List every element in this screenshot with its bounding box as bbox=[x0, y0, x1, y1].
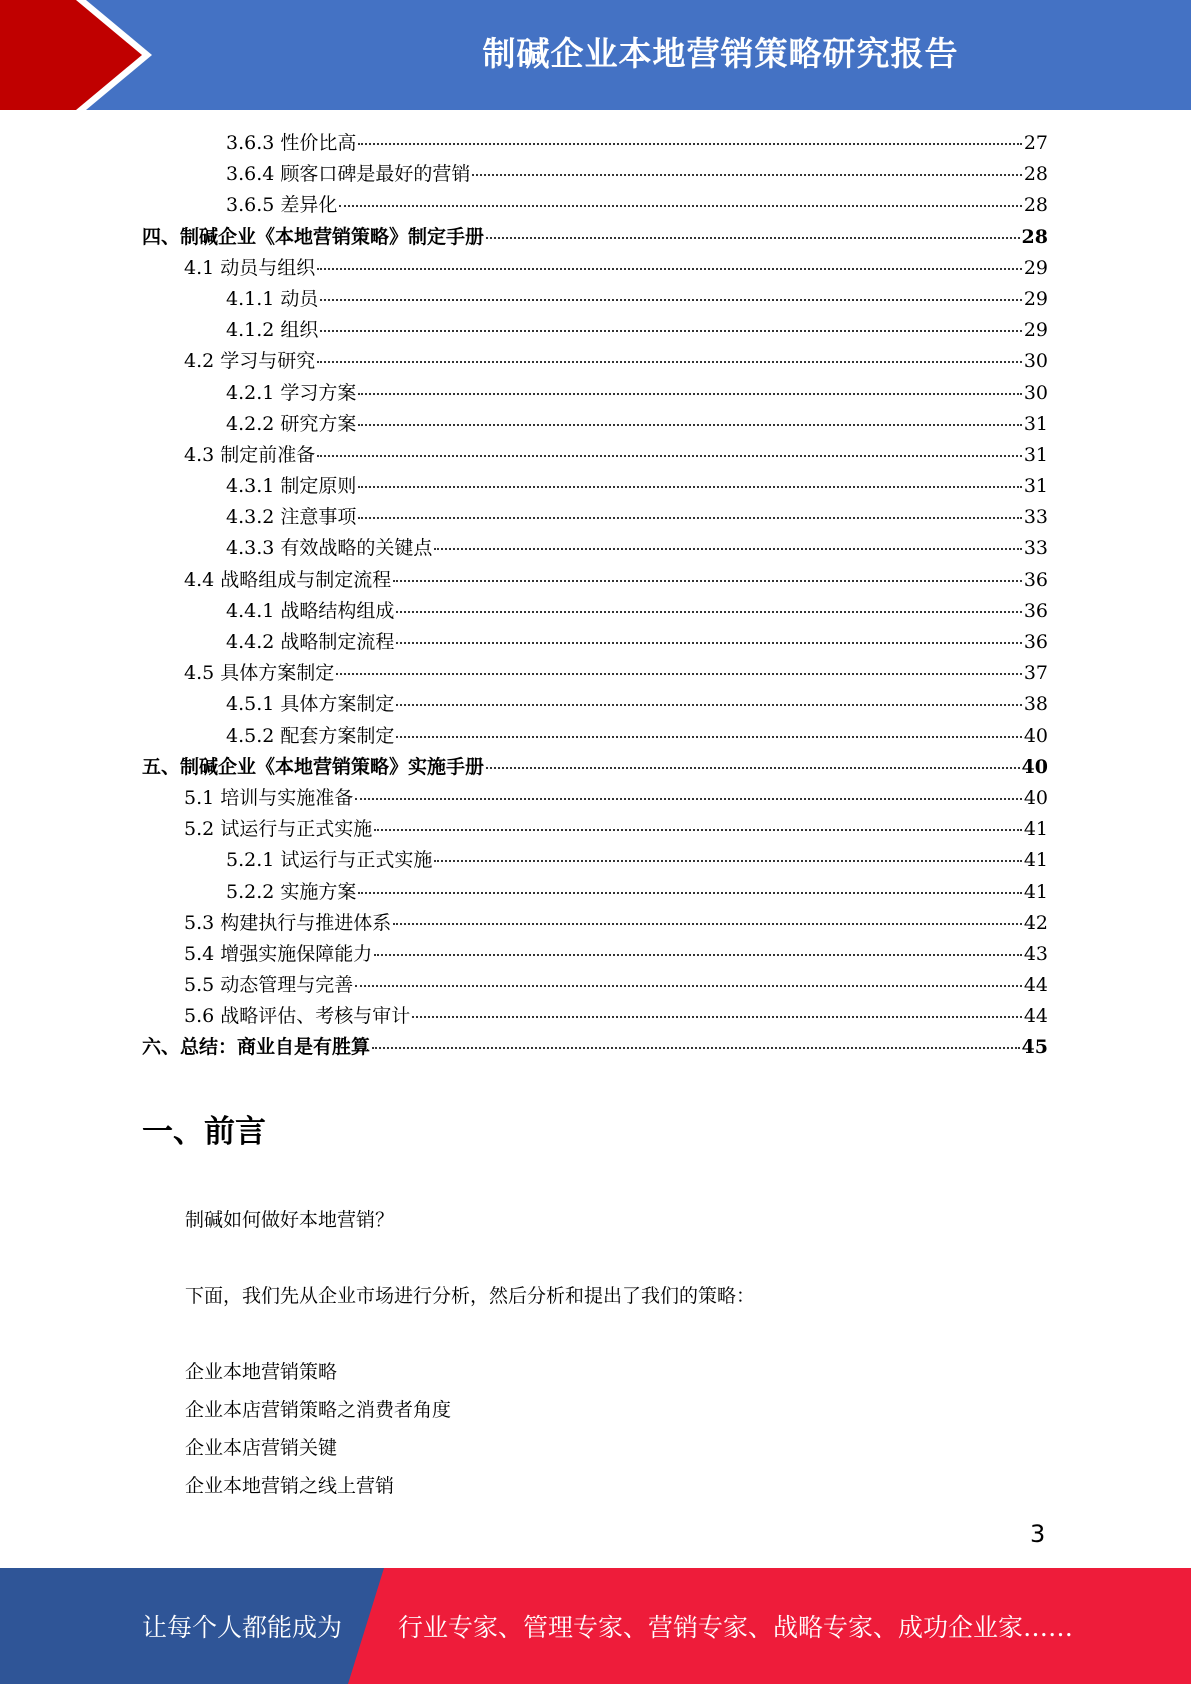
toc-leader-dots bbox=[434, 860, 1021, 862]
toc-entry-label: 5.2 试运行与正式实施 bbox=[184, 818, 373, 841]
toc-leader-dots bbox=[393, 580, 1022, 582]
toc-entry-label: 4.1 动员与组织 bbox=[184, 256, 316, 279]
table-of-contents bbox=[142, 128, 1048, 1064]
toc-leader-dots bbox=[374, 954, 1022, 956]
toc-entry-page: 40 bbox=[1023, 786, 1048, 809]
toc-entry-page: 28 bbox=[1021, 225, 1048, 248]
toc-entry[interactable] bbox=[142, 284, 1048, 315]
toc-entry[interactable] bbox=[142, 658, 1048, 689]
footer-banner bbox=[0, 1568, 1191, 1684]
toc-leader-dots bbox=[396, 736, 1021, 738]
toc-entry-page: 41 bbox=[1023, 880, 1048, 903]
toc-entry-page: 30 bbox=[1023, 350, 1048, 373]
toc-entry-page: 45 bbox=[1021, 1036, 1048, 1059]
toc-entry-label: 4.3.2 注意事项 bbox=[226, 506, 357, 529]
toc-entry-page: 33 bbox=[1023, 537, 1048, 560]
toc-entry[interactable] bbox=[142, 689, 1048, 720]
toc-leader-dots bbox=[320, 330, 1021, 332]
toc-entry-page: 27 bbox=[1023, 132, 1048, 154]
toc-leader-dots bbox=[317, 361, 1022, 363]
toc-leader-dots bbox=[317, 268, 1022, 270]
toc-leader-dots bbox=[358, 424, 1021, 426]
toc-entry-page: 36 bbox=[1023, 599, 1048, 622]
toc-leader-dots bbox=[412, 1016, 1022, 1018]
toc-entry-label: 4.3 制定前准备 bbox=[184, 443, 316, 466]
toc-entry-page: 28 bbox=[1023, 163, 1048, 186]
toc-entry-label: 5.4 增强实施保障能力 bbox=[184, 942, 373, 965]
toc-entry[interactable] bbox=[142, 814, 1048, 845]
toc-entry-label: 4.5 具体方案制定 bbox=[184, 662, 335, 685]
toc-entry[interactable] bbox=[142, 378, 1048, 409]
toc-entry[interactable] bbox=[142, 877, 1048, 908]
toc-entry-label: 5.1 培训与实施准备 bbox=[184, 786, 354, 809]
toc-entry[interactable] bbox=[142, 1032, 1048, 1063]
toc-entry-label: 五、制碱企业《本地营销策略》实施手册 bbox=[142, 755, 485, 778]
toc-entry-page: 36 bbox=[1023, 631, 1048, 653]
toc-entry-page: 40 bbox=[1021, 755, 1048, 778]
page-number: 3 bbox=[1030, 1520, 1046, 1548]
toc-leader-dots bbox=[317, 455, 1022, 457]
toc-entry-label: 5.3 构建执行与推进体系 bbox=[184, 911, 392, 934]
toc-leader-dots bbox=[434, 548, 1021, 550]
toc-entry-label: 4.5.1 具体方案制定 bbox=[226, 693, 395, 716]
toc-entry-page: 40 bbox=[1023, 724, 1048, 747]
toc-entry-page: 31 bbox=[1023, 412, 1048, 435]
toc-entry-page: 28 bbox=[1023, 194, 1048, 217]
toc-leader-dots bbox=[374, 829, 1022, 831]
toc-entry[interactable] bbox=[142, 253, 1048, 284]
toc-entry-label: 4.5.2 配套方案制定 bbox=[226, 724, 395, 747]
toc-leader-dots bbox=[358, 393, 1021, 395]
toc-entry-label: 4.4.1 战略结构组成 bbox=[226, 599, 395, 622]
toc-entry[interactable] bbox=[142, 502, 1048, 533]
toc-entry[interactable] bbox=[142, 159, 1048, 190]
toc-entry[interactable] bbox=[142, 565, 1048, 596]
toc-entry[interactable] bbox=[142, 596, 1048, 627]
toc-entry-page: 30 bbox=[1023, 381, 1048, 404]
toc-entry-page: 42 bbox=[1023, 911, 1048, 934]
toc-entry-label: 六、总结：商业自是有胜算 bbox=[142, 1036, 371, 1059]
toc-entry[interactable] bbox=[142, 190, 1048, 221]
toc-entry-page: 31 bbox=[1023, 475, 1048, 498]
toc-leader-dots bbox=[358, 892, 1021, 894]
toc-entry[interactable] bbox=[142, 908, 1048, 939]
toc-entry-label: 5.6 战略评估、考核与审计 bbox=[184, 1005, 411, 1028]
toc-entry[interactable] bbox=[142, 315, 1048, 346]
toc-leader-dots bbox=[336, 673, 1022, 675]
toc-entry-page: 43 bbox=[1023, 942, 1048, 965]
paragraph-list-item: 企业本店营销策略之消费者角度 bbox=[185, 1399, 452, 1421]
toc-entry-label: 四、制碱企业《本地营销策略》制定手册 bbox=[142, 225, 485, 248]
footer-slogan-left: 让每个人都能成为 bbox=[142, 1613, 343, 1642]
toc-entry-label: 5.2.1 试运行与正式实施 bbox=[226, 849, 433, 872]
toc-entry-label: 3.6.3 性价比高 bbox=[226, 132, 357, 154]
toc-entry-page: 41 bbox=[1023, 818, 1048, 841]
toc-entry-page: 44 bbox=[1023, 1005, 1048, 1028]
toc-entry-page: 36 bbox=[1023, 568, 1048, 591]
toc-leader-dots bbox=[339, 205, 1021, 207]
footer-slogan-right: 行业专家、管理专家、营销专家、战略专家、成功企业家…… bbox=[398, 1613, 1074, 1642]
paragraph-list-item: 企业本店营销关键 bbox=[185, 1437, 338, 1459]
paragraph-question: 制碱如何做好本地营销？ bbox=[185, 1209, 395, 1231]
toc-entry-page: 44 bbox=[1023, 974, 1048, 997]
toc-entry-page: 29 bbox=[1023, 287, 1048, 310]
toc-entry-label: 5.2.2 实施方案 bbox=[226, 880, 357, 903]
paragraph-intro: 下面，我们先从企业市场进行分析，然后分析和提出了我们的策略： bbox=[185, 1285, 756, 1307]
toc-entry-label: 3.6.5 差异化 bbox=[226, 194, 338, 217]
toc-leader-dots bbox=[355, 985, 1022, 987]
toc-entry[interactable] bbox=[142, 783, 1048, 814]
toc-entry[interactable] bbox=[142, 346, 1048, 377]
toc-entry[interactable] bbox=[142, 471, 1048, 502]
toc-leader-dots bbox=[393, 923, 1022, 925]
toc-entry-page: 41 bbox=[1023, 849, 1048, 872]
toc-entry-label: 4.2 学习与研究 bbox=[184, 350, 316, 373]
toc-entry-label: 4.4 战略组成与制定流程 bbox=[184, 568, 392, 591]
header-banner bbox=[0, 0, 1191, 110]
toc-leader-dots bbox=[396, 642, 1021, 644]
toc-entry-label: 4.2.2 研究方案 bbox=[226, 412, 357, 435]
toc-entry-page: 38 bbox=[1023, 693, 1048, 716]
toc-entry-label: 4.3.3 有效战略的关键点 bbox=[226, 537, 433, 560]
toc-entry[interactable] bbox=[142, 222, 1048, 253]
toc-leader-dots bbox=[372, 1047, 1020, 1049]
toc-entry[interactable] bbox=[142, 533, 1048, 564]
toc-leader-dots bbox=[486, 237, 1020, 239]
toc-entry[interactable] bbox=[142, 1001, 1048, 1032]
toc-leader-dots bbox=[358, 517, 1021, 519]
toc-entry[interactable] bbox=[142, 721, 1048, 752]
toc-leader-dots bbox=[472, 174, 1021, 176]
toc-entry-label: 3.6.4 顾客口碑是最好的营销 bbox=[226, 163, 471, 186]
toc-leader-dots bbox=[486, 767, 1020, 769]
toc-entry[interactable] bbox=[142, 939, 1048, 970]
toc-entry[interactable] bbox=[142, 627, 1048, 658]
toc-leader-dots bbox=[355, 798, 1022, 800]
toc-leader-dots bbox=[396, 704, 1021, 706]
toc-entry-page: 37 bbox=[1023, 662, 1048, 685]
toc-entry[interactable] bbox=[142, 440, 1048, 471]
header-chevron-arrow bbox=[0, 0, 142, 110]
toc-entry-page: 29 bbox=[1023, 319, 1048, 342]
toc-entry-label: 4.1.1 动员 bbox=[226, 287, 319, 310]
toc-entry-page: 29 bbox=[1023, 256, 1048, 279]
toc-leader-dots bbox=[358, 486, 1021, 488]
paragraph-list-item: 企业本地营销之线上营销 bbox=[185, 1475, 395, 1497]
toc-entry-page: 33 bbox=[1023, 506, 1048, 529]
toc-entry-label: 4.4.2 战略制定流程 bbox=[226, 631, 395, 653]
toc-entry-label: 4.1.2 组织 bbox=[226, 319, 319, 342]
toc-entry-label: 5.5 动态管理与完善 bbox=[184, 974, 354, 997]
toc-entry[interactable] bbox=[142, 845, 1048, 876]
toc-entry[interactable] bbox=[142, 128, 1048, 159]
toc-entry[interactable] bbox=[142, 970, 1048, 1001]
toc-entry-label: 4.3.1 制定原则 bbox=[226, 475, 357, 498]
toc-leader-dots bbox=[396, 611, 1021, 613]
toc-entry-page: 31 bbox=[1023, 443, 1048, 466]
toc-leader-dots bbox=[358, 143, 1021, 145]
section-heading: 一、前言 bbox=[142, 1114, 266, 1150]
report-title: 制碱企业本地营销策略研究报告 bbox=[482, 34, 959, 73]
toc-entry[interactable] bbox=[142, 409, 1048, 440]
toc-entry[interactable] bbox=[142, 752, 1048, 783]
toc-leader-dots bbox=[320, 299, 1021, 301]
paragraph-list-item: 企业本地营销策略 bbox=[185, 1361, 338, 1383]
toc-entry-label: 4.2.1 学习方案 bbox=[226, 381, 357, 404]
